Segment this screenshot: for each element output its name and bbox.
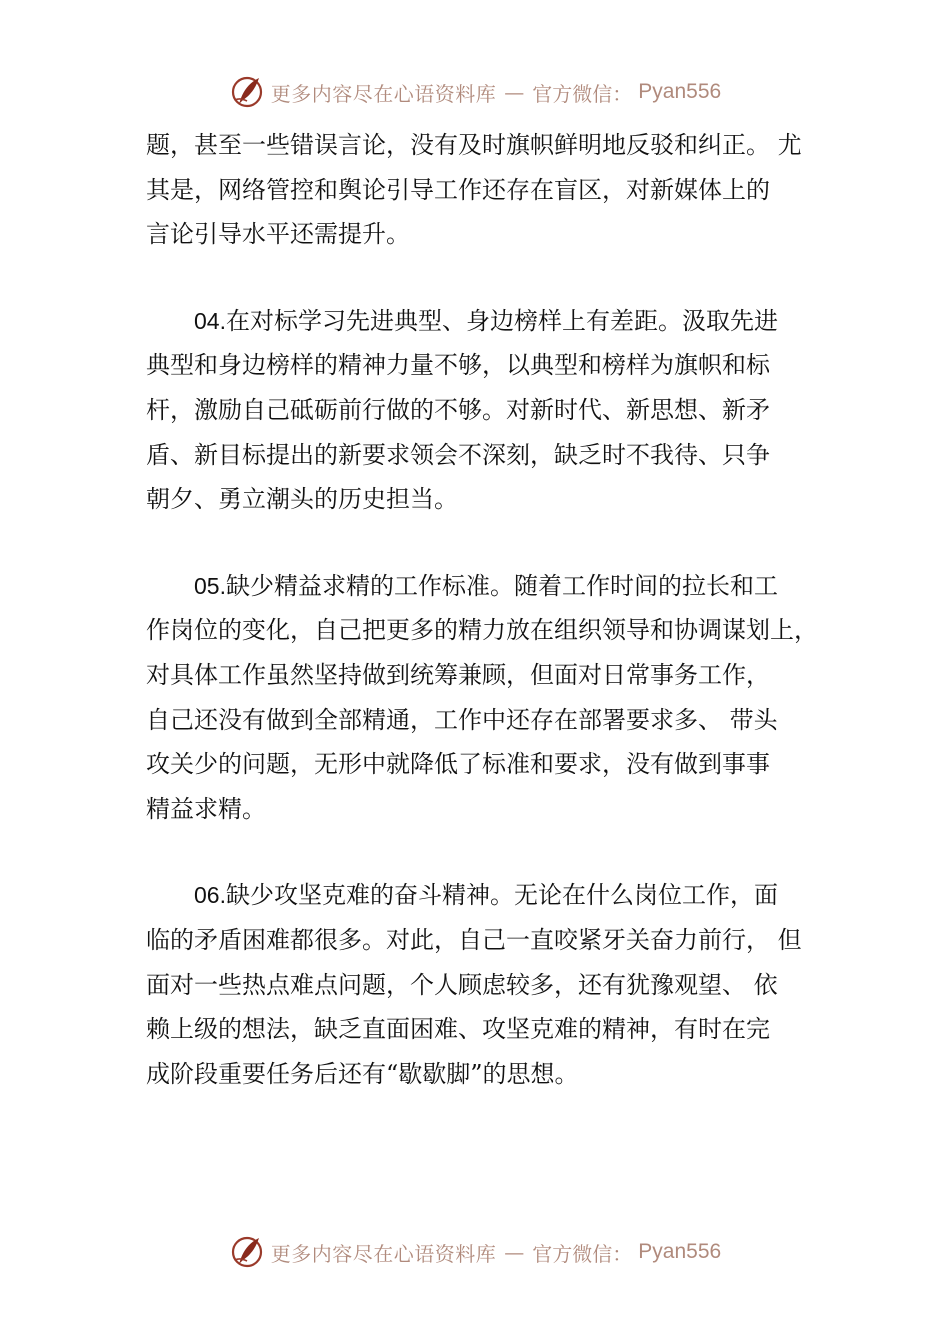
- text-line: 朝夕、勇立潮头的历史担当。: [146, 485, 458, 514]
- item-number: 06.: [194, 882, 226, 909]
- text-line: 对具体工作虽然坚持做到统筹兼顾，但面对日常事务工作，: [146, 660, 770, 689]
- footer-wechat-id: Pyan556: [638, 1240, 722, 1263]
- text-segment: 缺少攻坚克难的奋斗精神。无论在什么岗位工作，面: [225, 881, 778, 910]
- paragraph-spacer: [146, 522, 826, 564]
- text-line: 成阶段重要任务后还有“歇歇脚”的思想。: [146, 1059, 579, 1088]
- text-line: 其是，网络管控和舆论引导工作还存在盲区，对新媒体上的: [146, 175, 770, 204]
- footer-separator: —: [504, 1240, 525, 1264]
- quill-logo-icon: [229, 74, 265, 110]
- footer-brand: 更多内容尽在心语资料库: [270, 1241, 497, 1266]
- quill-logo-icon: [229, 1234, 265, 1270]
- header-banner-inner: [229, 74, 721, 110]
- text-line: 临的矛盾困难都很多。对此，自己一直咬紧牙关奋力前行， 但: [146, 925, 802, 954]
- text-line-first: [146, 873, 826, 918]
- text-line: 面对一些热点难点问题，个人顾虑较多，还有犹豫观望、 依: [146, 970, 778, 999]
- paragraph-spacer: [146, 831, 826, 873]
- text-line: 精益求精。: [146, 794, 266, 823]
- header-wechat-label: 官方微信：: [532, 81, 633, 106]
- text-line-first: [146, 299, 826, 344]
- text-segment: 缺少精益求精的工作标准。随着工作时间的拉长和工: [225, 571, 778, 600]
- text-line: 题，甚至一些错误言论，没有及时旗帜鲜明地反驳和纠正。 尤: [146, 131, 802, 159]
- footer-banner-inner: [229, 1234, 721, 1270]
- text-line: 自己还没有做到全部精通，工作中还存在部署要求多、 带头: [146, 705, 778, 734]
- document-body: [146, 123, 826, 1096]
- footer-wechat-label: 官方微信：: [532, 1241, 633, 1266]
- paragraph-spacer: [146, 257, 826, 299]
- text-line: 杆，激励自己砥砺前行做的不够。对新时代、新思想、新矛: [146, 395, 770, 424]
- text-line: 作岗位的变化，自己把更多的精力放在组织领导和协调谋划上，: [146, 616, 818, 645]
- paragraph-05: [146, 564, 826, 832]
- item-number: 05.: [194, 572, 226, 599]
- header-banner: [0, 72, 950, 112]
- paragraph-04: [146, 299, 826, 522]
- header-wechat-id: Pyan556: [638, 80, 722, 103]
- text-line: 赖上级的想法，缺乏直面困难、攻坚克难的精神，有时在完: [146, 1015, 770, 1044]
- paragraph-continued: [146, 123, 826, 257]
- paragraph-06: [146, 873, 826, 1096]
- footer-banner: [0, 1232, 950, 1272]
- text-line: 典型和身边榜样的精神力量不够，以典型和榜样为旗帜和标: [146, 351, 770, 380]
- text-segment: 在对标学习先进典型、身边榜样上有差距。汲取先进: [225, 306, 778, 335]
- text-line: 攻关少的问题，无形中就降低了标准和要求，没有做到事事: [146, 750, 770, 779]
- item-number: 04.: [194, 307, 226, 334]
- header-separator: —: [504, 80, 525, 104]
- text-line: 言论引导水平还需提升。: [146, 220, 410, 249]
- text-line-first: [146, 564, 826, 609]
- text-line: 盾、新目标提出的新要求领会不深刻，缺乏时不我待、只争: [146, 440, 770, 469]
- header-brand: 更多内容尽在心语资料库: [270, 81, 497, 106]
